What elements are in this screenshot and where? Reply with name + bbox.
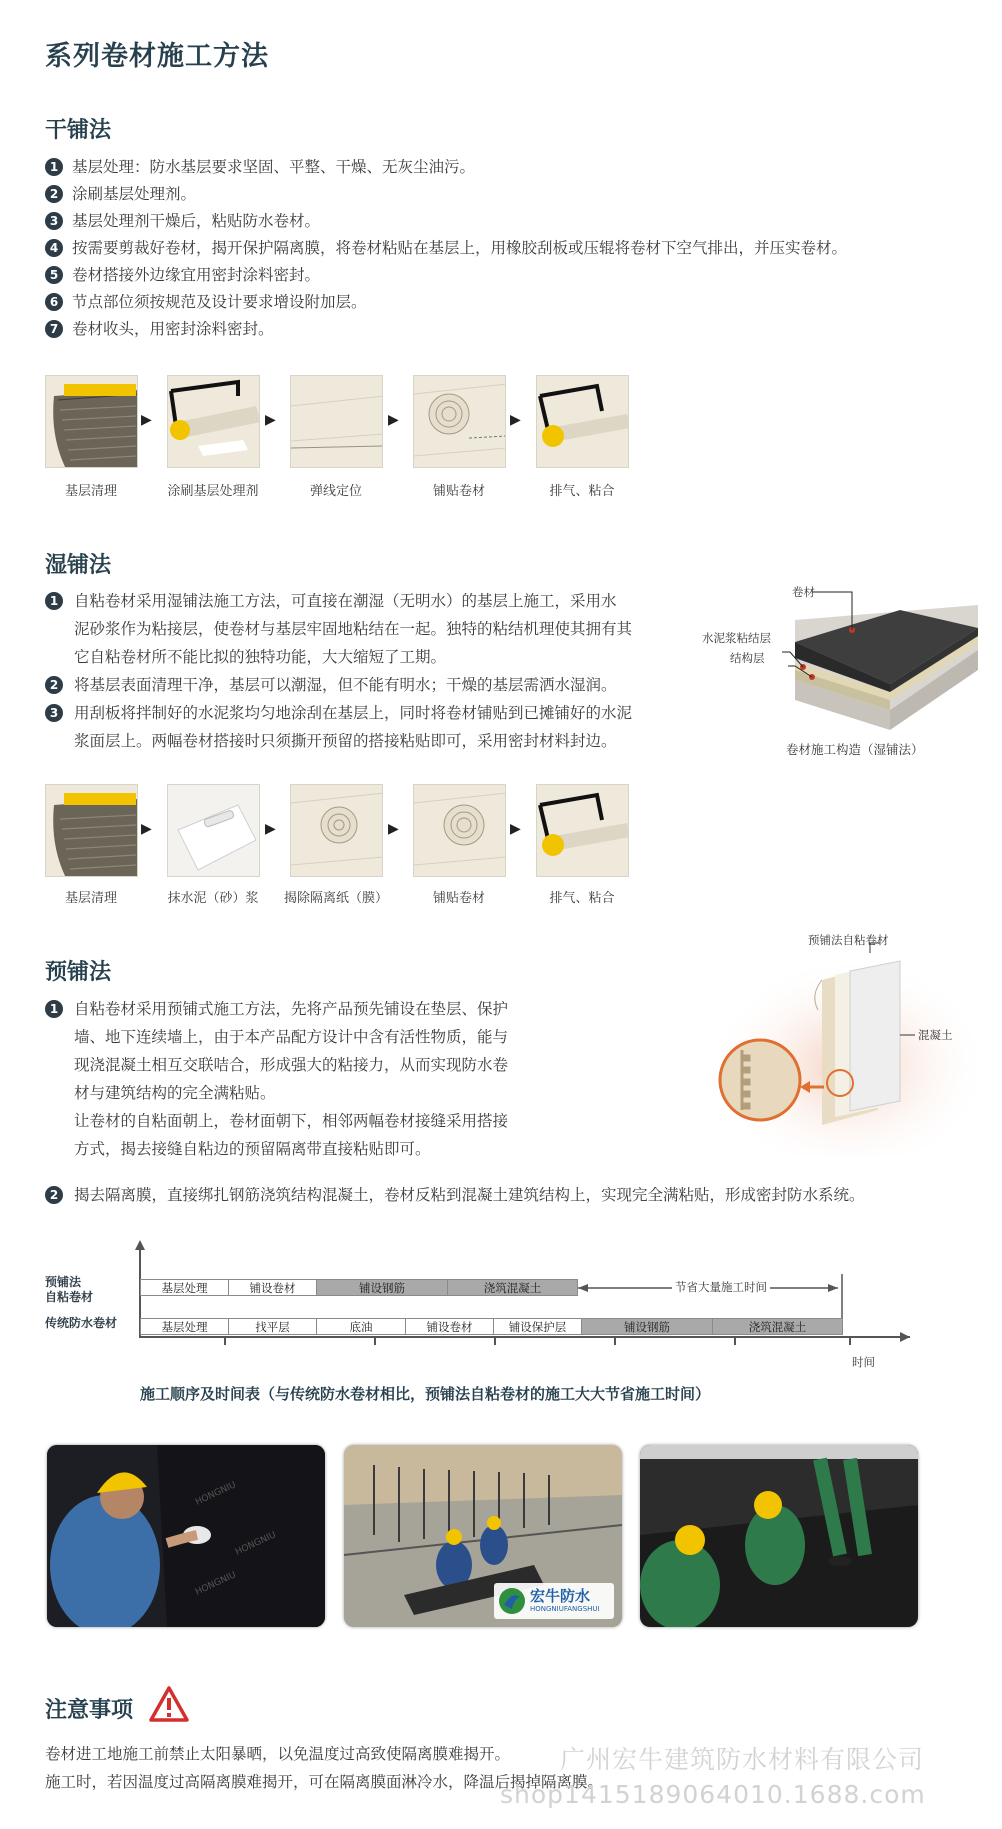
process-image-lay-membrane xyxy=(413,784,506,877)
timeline-cell: 铺设钢筋 xyxy=(581,1318,713,1335)
dry-step-2: 2 涂刷基层处理剂。 xyxy=(45,180,196,208)
label-pre-membrane: 预铺法自粘卷材 xyxy=(808,933,889,947)
process-caption: 排气、粘合 xyxy=(549,891,615,906)
brand-logo-subtext: HONGNIUFANGSHUI xyxy=(530,1605,600,1613)
process-caption: 排气、粘合 xyxy=(549,484,615,499)
timeline-row1-label: 预铺法 自粘卷材 xyxy=(45,1275,94,1304)
process-image-bond xyxy=(536,375,629,468)
site-photo-1 xyxy=(47,1445,325,1627)
watermark-shop-url: shop1415189064010.1688.com xyxy=(500,1780,926,1809)
process-image-primer xyxy=(167,375,260,468)
timeline-cell: 铺设卷材 xyxy=(228,1279,317,1296)
label-cement-layer: 水泥浆粘结层 xyxy=(702,631,771,645)
process-image-lay-membrane xyxy=(413,375,506,468)
timeline-cell: 浇筑混凝土 xyxy=(712,1318,843,1335)
site-photo-3 xyxy=(640,1445,918,1627)
arrow-right-icon: ▶ xyxy=(265,412,276,428)
arrow-right-icon: ▶ xyxy=(388,821,399,837)
pre-laid-diagram xyxy=(700,935,990,1155)
label-membrane: 卷材 xyxy=(792,585,815,599)
timeline-row2-label: 传统防水卷材 xyxy=(45,1316,118,1330)
wet-construction-diagram xyxy=(700,570,990,760)
pre-method-title: 预铺法 xyxy=(45,960,112,985)
dry-step-4: 4 按需要剪裁好卷材，揭开保护隔离膜，将卷材粘贴在基层上，用橡胶刮板或压辊将卷材下空气排出，并压实卷材。 xyxy=(45,234,847,262)
timeline-cell: 铺设卷材 xyxy=(405,1318,494,1335)
arrow-right-icon: ▶ xyxy=(510,412,521,428)
note-line: 施工时，若因温度过高隔离膜难揭开，可在隔离膜面淋冷水，降温后揭掉隔离膜。 xyxy=(45,1773,604,1791)
process-image-bond xyxy=(536,784,629,877)
pre-step-1: 1 自粘卷材采用预铺式施工方法，先将产品预先铺设在垫层、保护 墙、地下连续墙上，由于本产品配方设计中含有活性物质，能与 现浇混凝土相互交联咭合，形成强大的粘接力，从而实现防水卷 材与建筑结构的完全满粘贴。 让卷材的自粘面朝上，卷材面朝下，相邻两幅卷材接缝采用搭接 方式，揭去接缝自粘边的预留隔离带直接粘贴即可。 xyxy=(45,995,585,1163)
process-image-peel-film xyxy=(290,784,383,877)
arrow-right-icon: ▶ xyxy=(141,412,152,428)
arrow-right-icon: ▶ xyxy=(265,821,276,837)
arrow-right-icon: ▶ xyxy=(510,821,521,837)
svg-text:HONGNIU: HONGNIU xyxy=(234,1530,278,1558)
svg-text:HONGNIU: HONGNIU xyxy=(194,1570,238,1598)
process-caption: 铺贴卷材 xyxy=(432,891,485,906)
timeline-cell: 基层处理 xyxy=(140,1279,229,1296)
dry-step-1: 1 基层处理：防水基层要求坚固、平整、干燥、无灰尘油污。 xyxy=(45,153,475,181)
wet-step-3: 3 用刮板将拌制好的水泥浆均匀地涂刮在基层上，同时将卷材铺贴到已摊铺好的水泥 浆面层上。两幅卷材搭接时只须撕开预留的搭接粘贴即可，采用密封材料封边。 xyxy=(45,699,685,755)
dry-step-3: 3 基层处理剂干燥后，粘贴防水卷材。 xyxy=(45,207,320,235)
label-structure-layer: 结构层 xyxy=(730,651,765,665)
arrow-right-icon: ▶ xyxy=(141,821,152,837)
timeline-cell: 底油 xyxy=(316,1318,406,1335)
brand-logo xyxy=(494,1583,614,1619)
notes-title: 注意事项 xyxy=(45,1698,134,1723)
page-title: 系列卷材施工方法 xyxy=(45,41,269,72)
time-saving-label: 节省大量施工时间 xyxy=(672,1279,770,1295)
label-concrete: 混凝土 xyxy=(918,1028,953,1042)
dry-step-5: 5 卷材搭接外边缘宜用密封涂料密封。 xyxy=(45,261,320,289)
process-caption: 弹线定位 xyxy=(309,484,362,499)
process-image-chalk-line xyxy=(290,375,383,468)
process-image-trowel xyxy=(167,784,260,877)
timeline-cell: 铺设保护层 xyxy=(493,1318,582,1335)
axis-time-label: 时间 xyxy=(852,1355,875,1369)
diagram-caption: 卷材施工构造（湿铺法） xyxy=(786,742,924,757)
timeline-cell: 浇筑混凝土 xyxy=(447,1279,578,1296)
process-image-clean xyxy=(45,375,138,468)
pre-step-2: 2 揭去隔离膜，直接绑扎钢筋浇筑结构混凝土，卷材反粘到混凝土建筑结构上，实现完全满粘贴，形成密封防水系统。 xyxy=(45,1181,965,1209)
brand-logo-text: 宏牛防水 xyxy=(530,1587,591,1605)
process-caption: 揭除隔离纸（膜） xyxy=(283,891,388,906)
warning-icon xyxy=(148,1685,190,1723)
dry-method-title: 干铺法 xyxy=(45,118,112,143)
arrow-right-icon: ▶ xyxy=(388,412,399,428)
process-caption: 铺贴卷材 xyxy=(432,484,485,499)
timeline-cell: 铺设钢筋 xyxy=(316,1279,448,1296)
wet-step-1: 1 自粘卷材采用湿铺法施工方法，可直接在潮湿（无明水）的基层上施工，采用水 泥砂浆作为粘接层，使卷材与基层牢固地粘结在一起。独特的粘结机理使其拥有其 它自粘卷材所不能比拟的独特功能，大大缩短了工期。 xyxy=(45,587,685,671)
watermark-company: 广州宏牛建筑防水材料有限公司 xyxy=(560,1745,925,1774)
process-image-clean xyxy=(45,784,138,877)
timeline-cell: 找平层 xyxy=(228,1318,317,1335)
site-photo-2 xyxy=(344,1445,622,1627)
brand-logo-icon xyxy=(498,1587,526,1615)
process-caption: 涂刷基层处理剂 xyxy=(167,484,259,499)
process-caption: 基层清理 xyxy=(64,484,117,499)
process-caption: 基层清理 xyxy=(64,891,117,906)
dry-step-7: 7 卷材收头，用密封涂料密封。 xyxy=(45,315,274,343)
svg-text:HONGNIU: HONGNIU xyxy=(194,1480,238,1508)
timeline-caption: 施工顺序及时间表（与传统防水卷材相比，预铺法自粘卷材的施工大大节省施工时间） xyxy=(140,1385,711,1403)
process-caption: 抹水泥（砂）浆 xyxy=(167,891,259,906)
wet-method-title: 湿铺法 xyxy=(45,553,112,578)
dry-step-6: 6 节点部位须按规范及设计要求增设附加层。 xyxy=(45,288,367,316)
wet-step-2: 2 将基层表面清理干净，基层可以潮湿，但不能有明水；干燥的基层需洒水湿润。 xyxy=(45,671,685,699)
note-line: 卷材进工地施工前禁止太阳暴晒，以免温度过高致使隔离膜难揭开。 xyxy=(45,1745,511,1763)
timeline-cell: 基层处理 xyxy=(140,1318,229,1335)
